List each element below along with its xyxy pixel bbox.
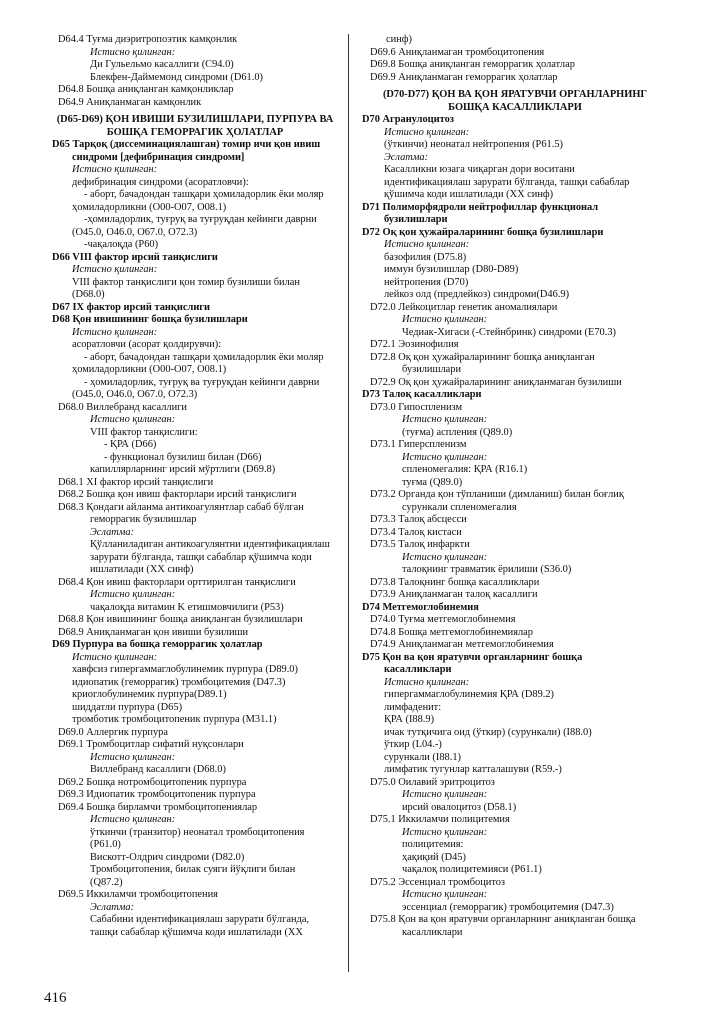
text-line: идентификациялаш зарурати бўлганда, ташқи сабаблар [384, 176, 630, 188]
code-heading: D69 Пурпура ва бошқа геморрагик ҳолатлар [52, 639, 263, 650]
text-line: ирсий овалоцитоз (D58.1) [402, 801, 517, 813]
text-line: D64.4 Туғма диэритропоэтик камқонлик [58, 34, 238, 45]
note-label: Истисно қилинган: [402, 889, 488, 900]
text-line: D72.8 Оқ қон ҳужайраларининг бошқа аниқланган [370, 351, 595, 363]
text-line: ҳақиқий (D45) [402, 851, 466, 863]
code-heading: D75 Қон ва қон яратувчи органларнинг бошқа [362, 651, 583, 663]
text-line: лимфатик тугунлар катталашуви (R59.-) [384, 764, 562, 775]
text-line: Касалликни юзага чиқарган дори воситани [384, 164, 575, 175]
text-line: - аборт, бачадондан ташқари ҳомиладорлик ёки моляр [84, 189, 324, 200]
text-line: D68.2 Бошқа қон ивиш факторлари ирсий танқислиги [58, 489, 297, 500]
text-line: Чедиак-Хигаси (-Стейнбринк) синдроми (E70.3) [402, 326, 616, 338]
code-heading: D68 Қон ивишининг бошқа бузилишлари [52, 314, 248, 325]
text-line: талоқнинг травматик ёрилиши (S36.0) [402, 564, 572, 575]
text-line: қўшимча коди ишлатилади (XX синф) [384, 189, 554, 200]
text-line: D69.1 Тромбоцитлар сифатий нуқсонлари [58, 739, 244, 750]
text-line: эссенциал (геморрагик) тромбоцитемия (D47.3) [402, 901, 614, 913]
text-line: D73.1 Гиперспленизм [370, 439, 467, 450]
section-heading: (D65-D69) ҚОН ИВИШИ БУЗИЛИШЛАРИ, ПУРПУРА ВА [56, 114, 334, 125]
note-label: Истисно қилинган: [402, 451, 488, 463]
text-line: (ўткинчи) неонатал нейтропения (P61.5) [384, 139, 563, 150]
text-line: D69.8 Бошқа аниқланган геморрагик ҳолатлар [370, 59, 575, 70]
code-heading: D65 Тарқоқ (диссеминациялашган) томир ичи қон ивиш [52, 139, 321, 150]
text-line: зарурати бўлганда, ташқи сабаблар қўшимча коди [90, 551, 312, 563]
note-label: Эслатма: [90, 901, 135, 913]
text-line: дефибринация синдроми (асоратловчи): [72, 176, 249, 188]
note-label: Истисно қилинган: [384, 239, 470, 250]
text-line: D73.0 Гипоспленизм [370, 401, 463, 413]
text-line: капиллярларнинг ирсий мўртлиги (D69.8) [90, 464, 276, 475]
text-line: D73.3 Талоқ абсцесси [370, 514, 467, 525]
text-line: D68.8 Қон ивишининг бошқа аниқланган бузилишлари [58, 614, 303, 625]
code-heading: D72 Оқ қон ҳужайраларининг бошқа бузилишлари [362, 226, 604, 238]
text-line: D69.2 Бошқа нотромбоцитопеник пурпура [58, 776, 247, 788]
text-line: - аборт, бачадондан ташқари ҳомиладорлик ёки моляр [84, 351, 324, 363]
note-label: Истисно қилинган: [90, 814, 176, 825]
code-heading: D67 IX фактор ирсий танқислиги [52, 301, 211, 313]
text-line: D74.9 Аниқланмаган метгемоглобинемия [370, 639, 554, 650]
text-line: D69.0 Аллергик пурпура [58, 726, 168, 738]
code-heading: D71 Полиморфядроли нейтрофиллар функционал [362, 201, 599, 213]
text-line: тромботик тромбоцитопеник пурпура (M31.1) [72, 714, 277, 725]
text-line: D73.8 Талоқнинг бошқа касалликлари [370, 576, 540, 588]
section-heading: БОШҚА ГЕМОРРАГИК ҲОЛАТЛАР [106, 126, 284, 138]
text-line: D73.9 Аниқланмаган талоқ касаллиги [370, 589, 538, 600]
text-line: туғма (Q89.0) [402, 476, 463, 488]
text-line: - ҳомиладорлик, туғруқ ва туғруқдан кейинги даврни [84, 376, 320, 388]
text-line: ҳомиладорликни (O00-O07, O08.1) [72, 201, 227, 213]
text-line: VIII фактор танқислиги қон томир бузилиши билан [72, 276, 300, 288]
note-label: Истисно қилинган: [402, 826, 488, 838]
text-line: D72.1 Эозинофилия [370, 339, 459, 350]
text-line: D68.0 Виллебранд касаллиги [58, 401, 187, 413]
code-heading: D66 VIII фактор ирсий танқислиги [52, 251, 218, 263]
text-line: (O45.0, O46.0, O67.0, O72.3) [72, 226, 198, 238]
text-line: Тромбоцитопения, билак суяги йўқлиги билан [90, 864, 296, 875]
text-line: D69.9 Аниқланмаган геморрагик ҳолатлар [370, 71, 558, 83]
text-line: D75.8 Қон ва қон яратувчи органларнинг аниқланган бошқа [370, 914, 636, 925]
text-line: D75.0 Оилавий эритроцитоз [370, 776, 495, 788]
text-line: D68.3 Қондаги айланма антикоагулянтлар сабаб бўлган [58, 501, 304, 513]
text-line: хавфсиз гипергаммаглобулинемик пурпура (D89.0) [72, 664, 298, 675]
note-label: Истисно қилинган: [90, 751, 176, 763]
note-label: Истисно қилинган: [72, 164, 158, 175]
text-line: сурункали (I88.1) [384, 751, 461, 763]
text-line: D69.5 Иккиламчи тромбоцитопения [58, 889, 218, 900]
text-line: спленомегалия: ҚРА (R16.1) [402, 464, 528, 475]
text-line: D68.4 Қон ивиш факторлари орттирилган танқислиги [58, 576, 296, 588]
text-line: (P61.0) [90, 839, 121, 850]
text-line: Блекфен-Даймемонд синдроми (D61.0) [90, 71, 263, 83]
text-line: Қўлланиладиган антикоагулянтни идентификациялаш [90, 539, 330, 550]
code-heading: синдроми [дефибринация синдроми] [72, 151, 245, 163]
text-line: D75.1 Иккиламчи полицитемия [370, 814, 510, 825]
text-line: (O45.0, O46.0, O67.0, O72.3) [72, 389, 198, 400]
text-line: идиопатик (геморрагик) тромбоцитемия (D47.3) [72, 676, 286, 688]
note-label: Эслатма: [90, 526, 135, 538]
note-label: Истисно қилинган: [90, 46, 176, 58]
text-line: ўткинчи (транзитор) неонатал тромбоцитопения [90, 826, 305, 838]
text-line: D69.4 Бошқа бирламчи тромбоцитопениялар [58, 801, 258, 813]
text-line: D72.0 Лейкоцитлар генетик аномалиялари [370, 301, 558, 313]
text-line: - функционал бузилиш билан (D66) [104, 451, 262, 463]
text-line: ўткир (L04.-) [384, 739, 442, 750]
section-heading: БОШҚА КАСАЛЛИКЛАРИ [448, 101, 582, 113]
text-line: ташқи сабаблар қўшимча коди ишлатилади (XX [90, 926, 303, 938]
text-line: D68.1 XI фактор ирсий танқислиги [58, 476, 214, 488]
text-line: D69.6 Аниқланмаган тромбоцитопения [370, 46, 545, 58]
code-heading: D74 Метгемоглобинемия [362, 601, 479, 613]
text-line: D74.0 Туғма метгемоглобинемия [370, 614, 516, 625]
column-divider [348, 34, 349, 972]
text-line: полицитемия: [402, 839, 464, 850]
text-line: чақалоқда витамин K етишмовчилиги (P53) [90, 601, 284, 613]
text-line: D73.4 Талоқ кистаси [370, 526, 462, 538]
note-label: Истисно қилинган: [402, 314, 488, 325]
note-label: Истисно қилинган: [72, 651, 158, 663]
text-line: -чақалоқда (P60) [84, 239, 159, 250]
text-line: шиддатли пурпура (D65) [72, 701, 183, 713]
text-line: (Q87.2) [90, 876, 123, 888]
text-line: Ди Гульельмо касаллиги (C94.0) [90, 59, 234, 70]
text-line: Вискотт-Олдрич синдроми (D82.0) [90, 851, 245, 863]
right-column [354, 34, 676, 976]
code-heading: D70 Агранулоцитоз [362, 114, 454, 125]
code-heading: бузилишлари [384, 214, 448, 225]
text-line: нейтропения (D70) [384, 276, 469, 288]
text-line: асоратловчи (асорат қолдирувчи): [72, 339, 222, 350]
note-label: Истисно қилинган: [384, 676, 470, 688]
note-label: Истисно қилинган: [402, 414, 488, 425]
text-line: VIII фактор танқислиги: [90, 426, 198, 438]
note-label: Истисно қилинган: [72, 264, 158, 275]
note-label: Эслатма: [384, 151, 429, 163]
code-heading: D73 Талоқ касалликлари [362, 389, 482, 400]
text-line: сурункали спленомегалия [402, 501, 517, 513]
text-line: базофилия (D75.8) [384, 251, 467, 263]
note-label: Истисно қилинган: [402, 551, 488, 563]
text-line: гипергаммаглобулинемия ҚРА (D89.2) [384, 689, 555, 700]
text-line: криоглобулинемик пурпура(D89.1) [72, 689, 227, 700]
text-line: D69.3 Идиопатик тромбоцитопеник пурпура [58, 789, 256, 800]
text-line: (туғма) аспления (Q89.0) [402, 426, 513, 438]
text-line: лимфаденит: [384, 701, 442, 713]
section-heading: (D70-D77) ҚОН ВА ҚОН ЯРАТУВЧИ ОРГАНЛАРНИНГ [382, 89, 648, 100]
text-line: Виллебранд касаллиги (D68.0) [90, 764, 226, 775]
text-line: D64.9 Аниқланмаган камқонлик [58, 96, 202, 108]
text-line: D72.9 Оқ қон ҳужайраларининг аниқланмаган бузилиши [370, 376, 622, 388]
text-line: лейкоз олд (предлейкоз) синдроми(D46.9) [384, 289, 570, 300]
note-label: Истисно қилинган: [72, 326, 158, 338]
text-line: (D68.0) [72, 289, 105, 300]
text-line: синф) [386, 34, 412, 45]
text-line: - ҚРА (D66) [104, 439, 157, 450]
text-line: ишлатилади (XX синф) [90, 564, 194, 575]
text-line: ичак тутқичига оид (ўткир) (сурункали) (I88.0) [384, 726, 592, 738]
text-line: Сабабини идентификациялаш зарурати бўлганда, [90, 914, 310, 925]
text-line: D73.5 Талоқ инфаркти [370, 539, 470, 550]
text-line: чақалоқ полицитемияси (P61.1) [402, 864, 542, 875]
code-heading: касалликлари [384, 664, 452, 675]
text-line: D75.2 Эссенциал тромбоцитоз [370, 876, 506, 888]
text-line: D73.2 Органда қон тўпланиши (димланиш) билан боғлиқ [370, 489, 624, 500]
text-line: D74.8 Бошқа метгемоглобинемиялар [370, 626, 533, 638]
text-line: -ҳомиладорлик, туғруқ ва туғруқдан кейинги даврни [84, 214, 317, 225]
left-column [48, 34, 342, 976]
note-label: Истисно қилинган: [90, 414, 176, 425]
text-line: D68.9 Аниқланмаган қон ивиши бузилиши [58, 626, 249, 638]
note-label: Истисно қилинган: [402, 789, 488, 800]
text-line: ҚРА (I88.9) [384, 714, 435, 725]
text-line: ҳомиладорликни (O00-O07, O08.1) [72, 364, 227, 375]
text-line: бузилишлари [402, 364, 462, 375]
note-label: Истисно қилинган: [384, 126, 470, 138]
text-line: D64.8 Бошқа аниқланган камқонликлар [58, 84, 234, 95]
text-line: касалликлари [402, 926, 463, 938]
text-line: иммун бузилишлар (D80-D89) [384, 264, 519, 275]
page-number: 416 [44, 990, 67, 1006]
text-line: геморрагик бузилишлар [90, 514, 197, 525]
note-label: Истисно қилинган: [90, 589, 176, 600]
